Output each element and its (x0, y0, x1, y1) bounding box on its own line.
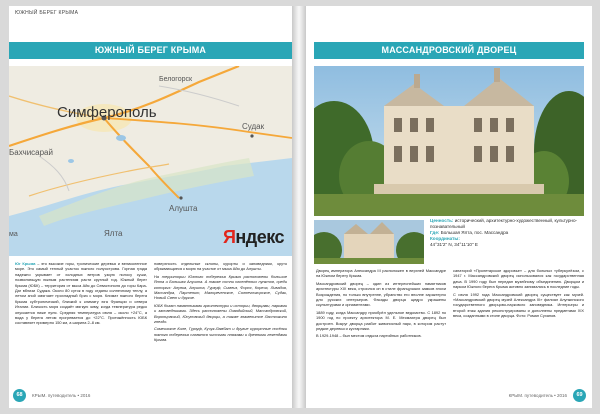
text-column-2 (154, 261, 287, 381)
map-label-belogorsk: Белогорск (159, 76, 193, 83)
page-footer (509, 389, 586, 402)
caption-label-coords: Координаты: (430, 236, 460, 241)
section-heading: МАССАНДРОВСКИЙ ДВОРЕЦ (314, 42, 584, 59)
text-column-2 (453, 268, 584, 381)
caption-label-where: Где: (430, 230, 440, 235)
paragraph: 1889 году, когда Массандру приобрёл удельное ведомство. С 1892 по 1900 год по проекту архитектора М. Е. Месмахера дворец был достроен. Вокруг дворца разбит живописный парк, в котором растут редкие деревья и кустарники. (316, 309, 446, 332)
map-label-edge: ма (9, 231, 18, 238)
paragraph: санаторий «Пролетарское здоровье» – для больных туберкулёзом, с 1947 г. Массандровский дворец использовался как государственная дача. В 1990 году был передан музейному объединению. Дворцом и парком Южного берега Крыма активно занимались в последние годы. (453, 268, 584, 290)
map-label-simferopol: Симферополь (57, 104, 157, 121)
map-label-bakhchisaray: Бахчисарай (9, 148, 53, 157)
paragraph: – это высокие горы, тропические деревья и великолепное море. Это самый теплый участок южного полуострова. Горная гряда надежно укрывает от холодных ветров узкую полосу суши, позволяющую южным растениям расти круглый год. Южный берег Крыма (ЮБК) – территория от мыса Айя до Севастополя до горы Кара-Даг вблизи Судака. Около 80 суток в году отданы солнечному теплу, а летом зной смягчает прохладный бриз с моря. Климат южного берега Крыма субтропический, близкий к климату юга Франции и севера Италии. Близость моря создаёт мягкую зиму, когда температура редко опускается ниже нуля. Средняя температура июля – около +24°С, а вода у берега летом прогревается до +22°С. Протяжённость ЮБК составляет примерно 150 км, а ширина 2–8 км. (15, 261, 147, 326)
text-column-1 (316, 268, 446, 381)
palace-photo-graphic (314, 66, 584, 216)
yandex-logo: Яндекс (222, 227, 284, 247)
section-heading: ЮЖНЫЙ БЕРЕГ КРЫМА (9, 42, 292, 59)
map-label-yalta: Ялта (104, 229, 123, 238)
paragraph: С июля 1992 года Массандровский дворец существует как музей. «Массандровский дворец музей Александра III» филиал Алупкинского государственного дворцово-паркового заповедника. Интерьеры и второй этаж здания реконструированы и дополнены предметами XIX века, созданными в стиле дворца. Фото: Роман Суханов. (453, 291, 584, 319)
palace-photo-small (314, 220, 424, 264)
paragraph: На территории Южного побережья Крыма расположены большие Ялта и Большая Алушта. А также сотни населённых пунктов, среди которых: Алупка, Алушта, Гурзуф, Симеиз, Форос, Кореиз, Ливадия, Массандра, Партенит, Малореченское, Солнечногорское, Судак, Новый Свет и другие. (154, 273, 287, 301)
palace-photo (314, 66, 584, 216)
paragraph: В 1929-1948 – был местом отдыха партийных работников. (316, 333, 422, 339)
lead-term: Юг Крыма (15, 261, 36, 266)
paragraph: Массандровский дворец – один из интереснейших памятников архитектуры XIX века, строился он в стиле французских замков эпохи Возрождения, но только внутренне, убранство его вполне характерно для русских интерьеров. Фасады дворца щедро украшены скульптурами и орнаментами. (316, 280, 446, 308)
paragraph: Дворец императора Александра III расположен в верхней Массандре на Южном берегу Крыма. (316, 268, 446, 279)
caption-where: Большая Ялта, пос. Массандра (440, 230, 509, 235)
footer-text: КРЫМ. путеводитель • 2016 (32, 393, 91, 398)
page-number: 69 (573, 389, 586, 402)
footer-text: КРЫМ. путеводитель • 2016 (508, 393, 567, 398)
paragraph: ЮБК богат памятниками архитектуры и истории, дворцами, парками и заповедниками. Здесь расположены Ливадийский, Массандровский, Воронцовский, Юсуповский дворцы, а также знаменитое Ласточкино гнездо. (154, 302, 287, 325)
caption-coords: 44°31'2" N, 34°11'10" E (430, 242, 478, 247)
palace-photo-small-graphic (314, 220, 424, 264)
caption-value: исторический, архитектурно-художественный, культурно-познавательный (430, 218, 578, 229)
paragraph: Симеизское Киле, Гурзуф, Кучук-Ламбат и другие курортные посёлки южного побережья славятся чистыми пляжами и древними легендами Крыма. (154, 326, 287, 343)
caption-label-value: Ценность: (430, 218, 454, 223)
body-text (15, 261, 287, 381)
left-page (9, 6, 292, 408)
right-page (306, 6, 592, 408)
page-footer (13, 389, 90, 402)
paragraph: поверхность отдельные склоны, курорты и заповедники, круто обрывающиеся к морю на участке от мыса Айя до Алушты. (154, 261, 287, 272)
photo-caption (430, 218, 580, 248)
text-column-1 (15, 261, 147, 381)
running-head: ЮЖНЫЙ БЕРЕГ КРЫМА (15, 10, 79, 16)
book-spine (292, 6, 306, 408)
body-text (316, 268, 584, 381)
map-label-alushta: Алушта (169, 204, 198, 213)
map-label-sudak: Судак (242, 122, 265, 131)
map-crimea-south-coast (9, 66, 292, 256)
page-number: 68 (13, 389, 26, 402)
